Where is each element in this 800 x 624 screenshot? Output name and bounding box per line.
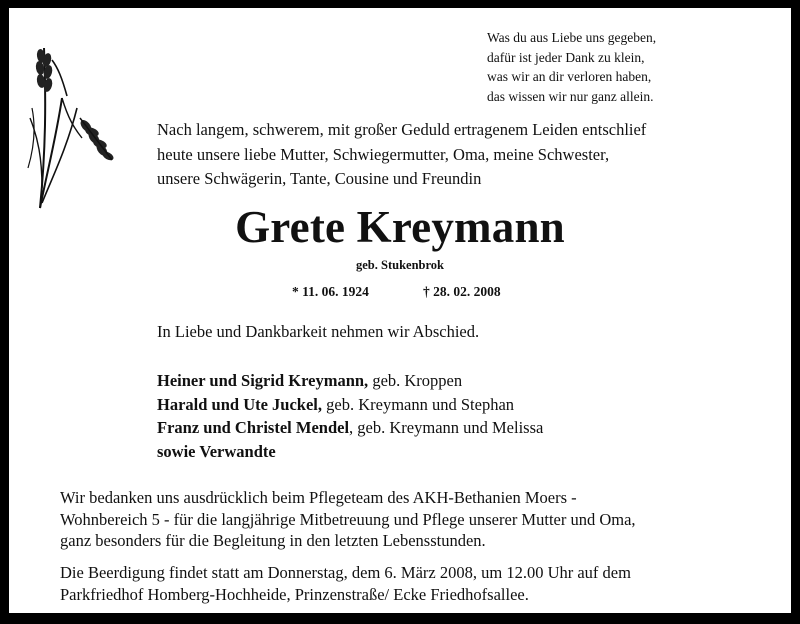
announcement-line: Nach langem, schwerem, mit großer Geduld ertragenem Leiden entschlief [157,120,647,139]
thanks-line: Wohnbereich 5 - für die langjährige Mitbetreuung und Pflege unserer Mutter und Oma, [60,509,636,529]
mourner-entry [157,393,543,417]
poem-line: was wir an dir verloren haben, [487,69,652,84]
thanks-paragraph [60,487,636,552]
thanks-line: Wir bedanken uns ausdrücklich beim Pflegeteam des AKH-Bethanien Moers - [60,488,577,507]
mourner-names: Heiner und Sigrid Kreymann, [157,371,369,390]
poem-line: Was du aus Liebe uns gegeben, [487,30,657,45]
mourner-detail: , geb. Kreymann und Melissa [349,418,544,437]
mourner-names: Franz und Christel Mendel [157,418,350,437]
deceased-name: Grete Kreymann [235,202,565,252]
mourner-entry [157,416,543,440]
funeral-info [60,562,631,605]
mourner-detail: geb. Kroppen [368,371,463,390]
mourner-entry [157,440,543,464]
funeral-line: Die Beerdigung findet statt am Donnerstag, dem 6. März 2008, um 12.00 Uhr auf dem [60,563,631,582]
poem [487,28,656,106]
farewell-line: In Liebe und Dankbarkeit nehmen wir Abschied. [157,322,480,341]
mourner-names: Harald und Ute Juckel, [157,394,323,414]
mourners-list [157,369,543,463]
mourner-entry [157,369,543,393]
announcement-line: heute unsere liebe Mutter, Schwiegermutter, Oma, meine Schwester, [157,144,610,164]
death-date: † 28. 02. 2008 [423,284,501,299]
birth-name: geb. Stukenbrok [356,258,444,272]
thanks-line: ganz besonders für die Begleitung in den letzten Lebensstunden. [60,531,486,550]
funeral-line: Parkfriedhof Homberg-Hochheide, Prinzenstraße/ Ecke Friedhofsallee. [60,584,529,604]
poem-line: dafür ist jeder Dank zu klein, [487,49,645,65]
announcement-line: unsere Schwägerin, Tante, Cousine und Freundin [157,169,482,188]
wheat-ears-icon [22,38,132,213]
announcement-text [157,118,646,192]
birth-date: * 11. 06. 1924 [292,284,369,299]
poem-line: das wissen wir nur ganz allein. [487,88,654,104]
mourner-names: sowie Verwandte [157,441,276,461]
mourner-detail: geb. Kreymann und Stephan [322,394,515,414]
